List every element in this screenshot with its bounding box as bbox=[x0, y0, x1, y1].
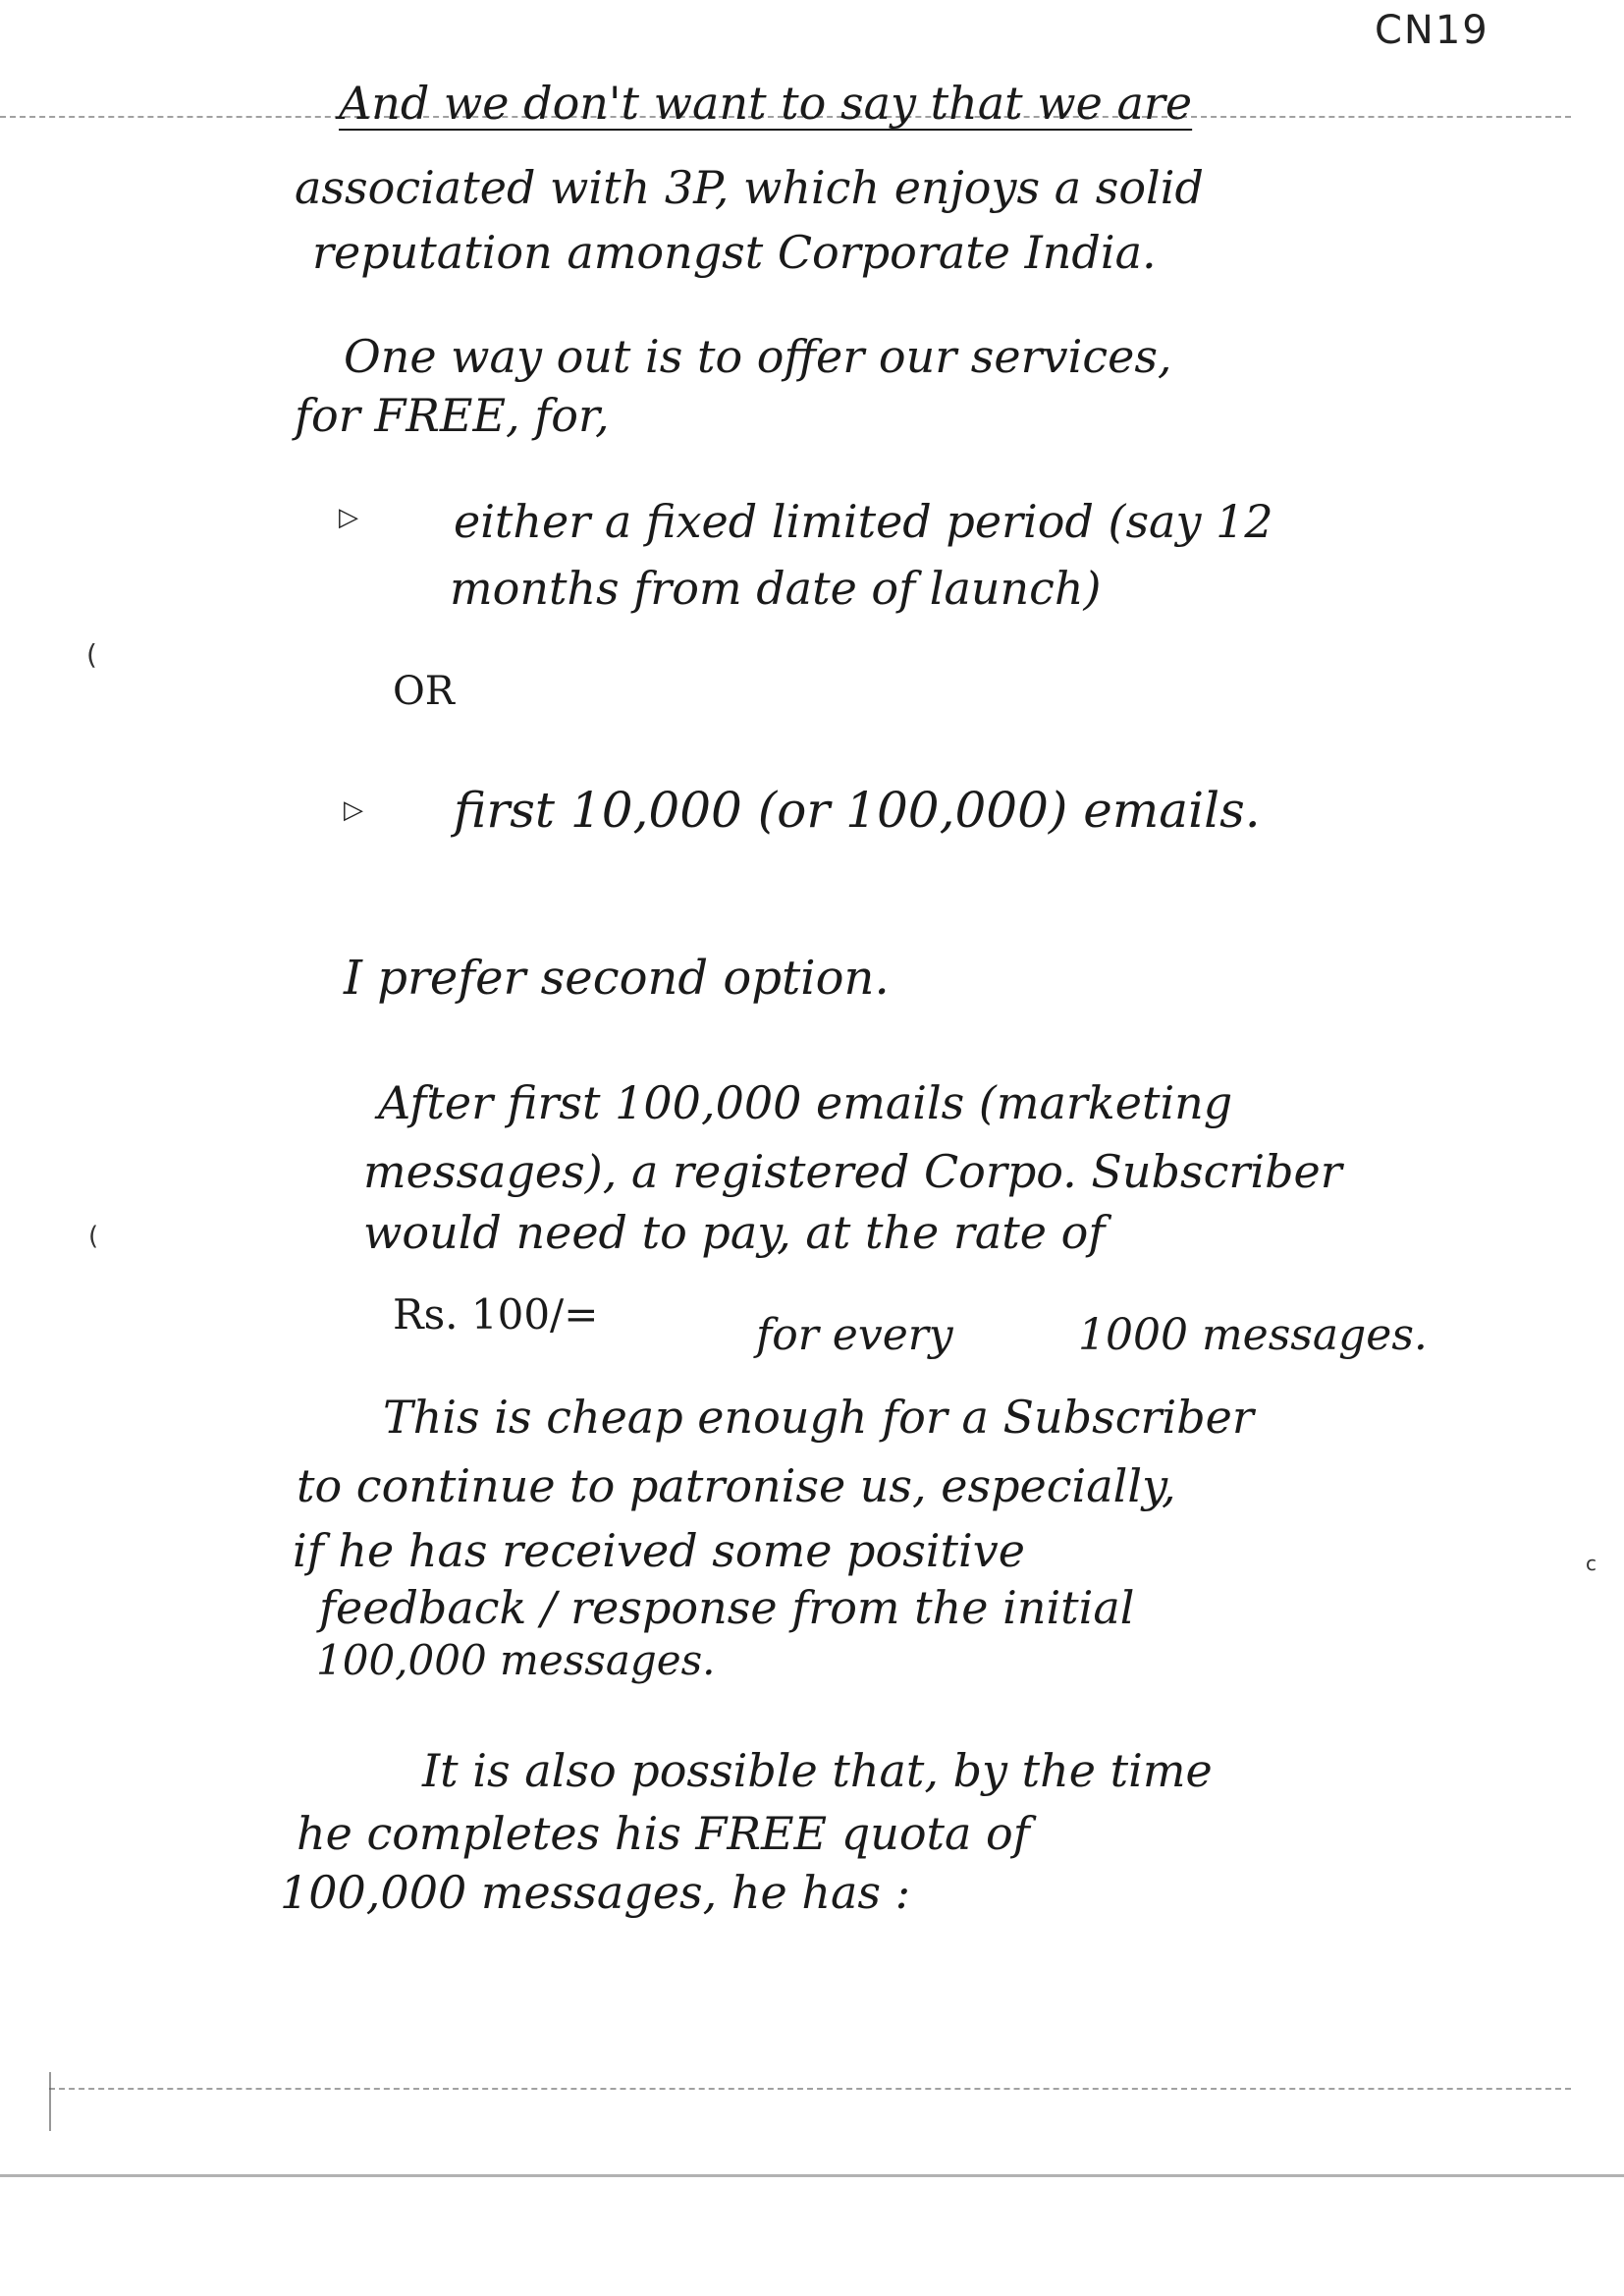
cheap-line-5: 100,000 messages. bbox=[316, 1636, 716, 1684]
intro-line-3: reputation amongst Corporate India. bbox=[312, 226, 1157, 279]
intro-line-1: And we don't want to say that we are bbox=[339, 77, 1193, 130]
bullet-icon: ▷ bbox=[344, 795, 363, 825]
after-line-2: messages), a registered Corpo. Subscriber bbox=[363, 1145, 1342, 1198]
cheap-line-3: if he has received some positive bbox=[293, 1524, 1025, 1577]
bottom-rule-1 bbox=[49, 2088, 1571, 2090]
bottom-left-edge bbox=[49, 2072, 55, 2131]
bottom-rule-2 bbox=[0, 2174, 1624, 2177]
cheap-line-4: feedback / response from the initial bbox=[319, 1581, 1135, 1634]
option-two-line: first 10,000 (or 100,000) emails. bbox=[454, 782, 1261, 839]
margin-mark: ( bbox=[86, 638, 97, 671]
bullet-icon: ▷ bbox=[339, 503, 358, 532]
rate-for-every: for every bbox=[756, 1310, 953, 1360]
way-out-line-2: for FREE, for, bbox=[295, 389, 610, 442]
after-line-1: After first 100,000 emails (marketing bbox=[378, 1076, 1233, 1129]
cheap-line-2: to continue to patronise us, especially, bbox=[297, 1459, 1176, 1512]
margin-mark: ( bbox=[88, 1222, 99, 1251]
rate-amount: Rs. 100/= bbox=[393, 1290, 599, 1339]
rate-messages: 1000 messages. bbox=[1078, 1310, 1428, 1360]
cheap-line-1: This is cheap enough for a Subscriber bbox=[383, 1391, 1254, 1444]
page-reference: CN19 bbox=[1375, 8, 1489, 53]
margin-mark: c bbox=[1586, 1552, 1597, 1575]
possible-line-1: It is also possible that, by the time bbox=[422, 1744, 1213, 1797]
after-line-3: would need to pay, at the rate of bbox=[363, 1206, 1106, 1259]
option-one-line-2: months from date of launch) bbox=[450, 562, 1102, 615]
way-out-line-1: One way out is to offer our services, bbox=[344, 330, 1172, 383]
or-label: OR bbox=[393, 669, 455, 714]
option-one-line-1: either a fixed limited period (say 12 bbox=[454, 495, 1273, 548]
possible-line-3: 100,000 messages, he has : bbox=[280, 1866, 911, 1919]
intro-line-2: associated with 3P, which enjoys a solid bbox=[295, 161, 1204, 214]
possible-line-2: he completes his FREE quota of bbox=[297, 1807, 1030, 1860]
preference-line: I prefer second option. bbox=[344, 951, 890, 1006]
